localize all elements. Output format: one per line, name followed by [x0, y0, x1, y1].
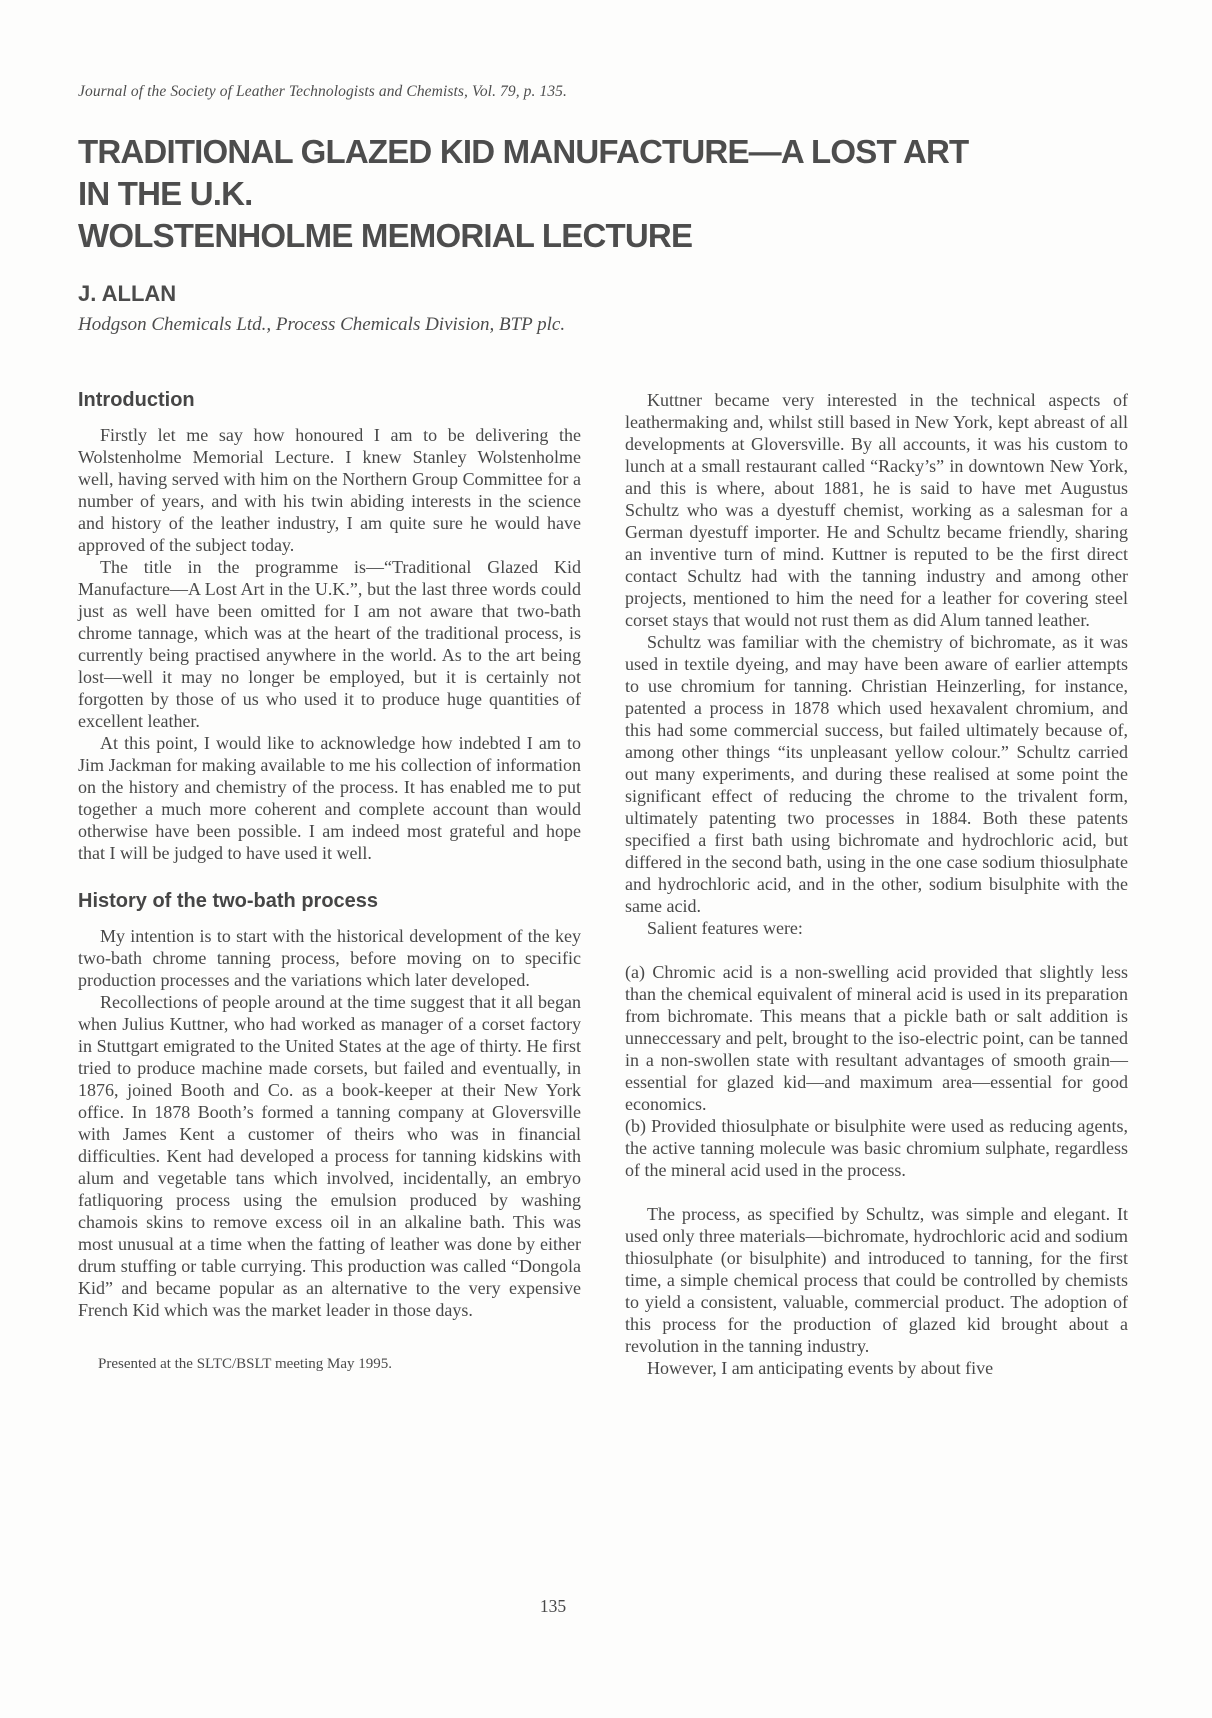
author-name: J. ALLAN [78, 281, 177, 306]
paragraph-process: The process, as specified by Schultz, was simple and elegant. It used only three materials—bichromate, hydrochloric acid and sodium thiosulphate (or bisulphite) and introduced to tanning, for the first time, a simple chemical process that could be controlled by chemists to yield a consistent, valuable, commercial product. The adoption of this process for the production of glazed kid brought about a revolution in the tanning industry. [625, 1204, 1128, 1356]
salient-feature-b: (b) Provided thiosulphate or bisulphite were used as reducing agents, the active tanning molecule was basic chromium sulphate, regardless of the mineral acid used in the process. [625, 1116, 1128, 1180]
section-heading-introduction: Introduction [78, 389, 195, 411]
author-affiliation: Hodgson Chemicals Ltd., Process Chemicals Division, BTP plc. [78, 314, 566, 335]
left-column [78, 389, 581, 1379]
salient-feature-a: (a) Chromic acid is a non-swelling acid provided that slightly less than the chemical equivalent of mineral acid is used in its preparation from bichromate. This means that a pickle bath or salt addition is unneccessary and pelt, brought to the iso-electric point, can be tanned in a non-swollen state with resultant advantages of smooth grain—essential for glazed kid—and maximum area—essential for good economics. [625, 962, 1128, 1114]
paragraph-history-2: Recollections of people around at the time suggest that it all began when Julius Kuttner, who had worked as manager of a corset factory in Stuttgart emigrated to the United States at the age of thirty. He first tried to produce machine made corsets, but failed and eventually, in 1876, joined Booth and Co. as a book-keeper at their New York office. In 1878 Booth’s formed a tanning company at Gloversville with James Kent a customer of theirs who was in financial difficulties. Kent had developed a process for tanning kidskins with alum and vegetable tans which involved, incidentally, an embryo fatliquoring process using the emulsion produced by washing chamois skins to remove excess oil in an alkaline bath. This was most unusual at a time when the fatting of leather was done by either drum stuffing or table currying. This production was called “Dongola Kid” and became popular as an alternative to the very expensive French Kid which was the market leader in those days. [78, 992, 581, 1320]
article-title [78, 131, 1128, 257]
article-title-line-1: TRADITIONAL GLAZED KID MANUFACTURE—A LOST ART [78, 133, 969, 170]
right-column [625, 389, 1128, 1379]
section-heading-history: History of the two-bath process [78, 890, 379, 912]
article-title-line-3: WOLSTENHOLME MEMORIAL LECTURE [78, 217, 693, 254]
article-body [78, 389, 1128, 1379]
paragraph-intro-3: At this point, I would like to acknowledge how indebted I am to Jim Jackman for making available to me his collection of information on the history and chemistry of the process. It has enabled me to put together a much more coherent and complete account than would otherwise have been possible. I am indeed most grateful and hope that I will be judged to have used it well. [78, 733, 581, 863]
paragraph-however: However, I am anticipating events by about five [647, 1358, 994, 1378]
journal-reference: Journal of the Society of Leather Technologists and Chemists, Vol. 79, p. 135. [78, 83, 567, 100]
paragraph-intro-1: Firstly let me say how honoured I am to be delivering the Wolstenholme Memorial Lecture. I knew Stanley Wolstenholme well, having served with him on the Northern Group Committee for a number of years, and with his twin abiding interests in the science and history of the leather industry, I am quite sure he would have approved of the subject today. [78, 425, 581, 555]
paragraph-kuttner: Kuttner became very interested in the technical aspects of leathermaking and, whilst still based in New York, kept abreast of all developments at Gloversville. By all accounts, it was his custom to lunch at a small restaurant called “Racky’s” in downtown New York, and this is where, about 1881, he is said to have met Augustus Schultz who was a dyestuff chemist, working as a salesman for a German dyestuff importer. He and Schultz became friendly, sharing an inventive turn of mind. Kuttner is reputed to be the first direct contact Schultz had with the tanning industry and among other projects, mentioned to him the need for a leather for covering steel corset stays that would not rust them as did Alum tanned leather. [625, 390, 1128, 630]
paragraph-history-1: My intention is to start with the historical development of the key two-bath chrome tanning process, before moving on to specific production processes and the variations which later developed. [78, 926, 581, 990]
page-number: 135 [539, 1596, 567, 1616]
article-title-line-2: IN THE U.K. [78, 175, 253, 212]
paragraph-intro-2: The title in the programme is—“Traditional Glazed Kid Manufacture—A Lost Art in the U.K.”, but the last three words could just as well have been omitted for I am not aware that two-bath chrome tannage, which was at the heart of the traditional process, is currently being practised anywhere in the world. As to the art being lost—well it may no longer be employed, but it is certainly not forgotten by those of us who used it to produce huge quantities of excellent leather. [78, 557, 581, 731]
paragraph-salient-lead: Salient features were: [647, 918, 803, 938]
presentation-footnote: Presented at the SLTC/BSLT meeting May 1995. [98, 1356, 393, 1372]
paragraph-schultz: Schultz was familiar with the chemistry of bichromate, as it was used in textile dyeing, and may have been aware of earlier attempts to use chromium for tanning. Christian Heinzerling, for instance, patented a process in 1878 which used hexavalent chromium, and this had some commercial success, but failed ultimately because of, among other things “its unpleasant yellow colour.” Schultz carried out many experiments, and during these realised at some point the significant effect of reducing the chrome to the trivalent form, ultimately patenting two processes in 1884. Both these patents specified a first bath using bichromate and hydrochloric acid, but differed in the second bath, using in the one case sodium thiosulphate and hydrochloric acid, and in the other, sodium bisulphite with the same acid. [625, 632, 1128, 916]
